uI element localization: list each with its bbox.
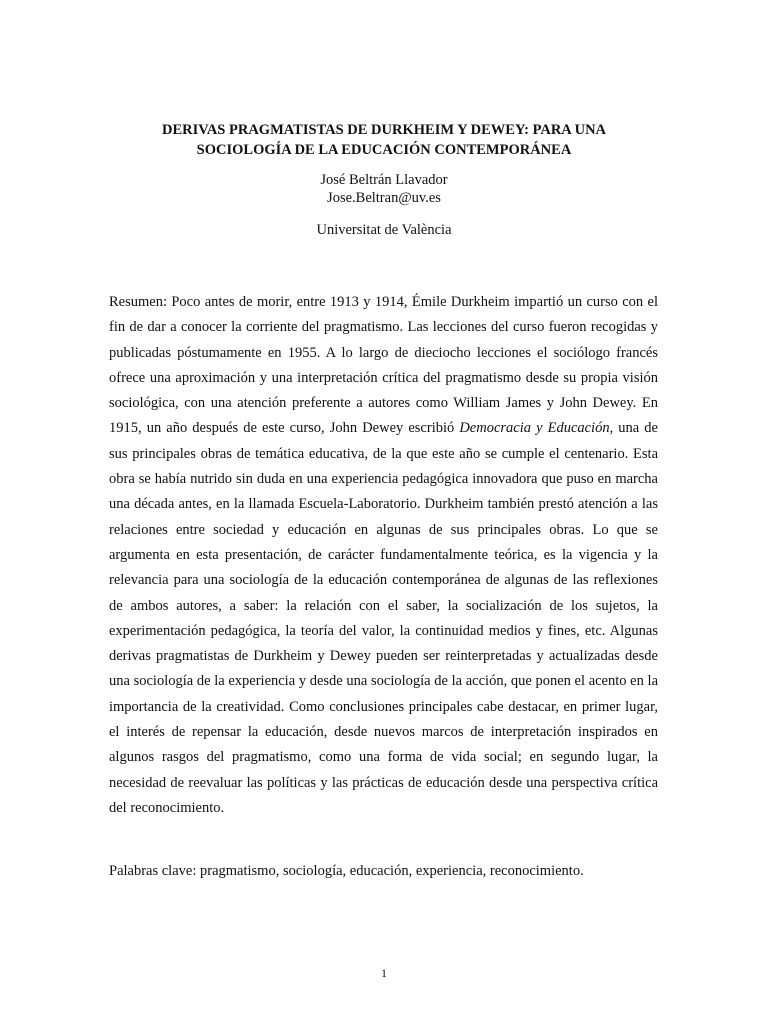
abstract-paragraph: [109, 290, 658, 821]
author-affiliation: Universitat de València: [316, 222, 452, 238]
author-block: [0, 171, 768, 207]
paper-title-line-2: SOCIOLOGÍA DE LA EDUCACIÓN CONTEMPORÁNEA: [196, 142, 572, 158]
abstract-text-part-2: , una de sus principales obras de temática educativa, de la que este año se cumple el centenario. Esta obra se había nutrido sin duda en una experiencia pedagógica innovadora que puso en marcha una década antes, en la llamada Escuela-Laboratorio. Durkheim también prestó atención a las relaciones entre sociedad y educación en algunas de sus principales obras. Lo que se argumenta en esta presentación, de carácter fundamentalmente teórica, es la vigencia y la relevancia para una sociología de la educación contemporánea de algunas de las reflexiones de ambos autores, a saber: la relación con el saber, la socialización de los sujetos, la experimentación pedagógica, la teoría del valor, la continuidad medios y fines, etc. Algunas derivas pragmatistas de Durkheim y Dewey pueden ser reinterpretadas y actualizadas desde una sociología de la experiencia y desde una sociología de la acción, que ponen el acento en la importancia de la creatividad. Como conclusiones principales cabe destacar, en primer lugar, el interés de repensar la educación, desde nuevos marcos de interpretación inspirados en algunos rasgos del pragmatismo, como una forma de vida social; en segundo lugar, la necesidad de reevaluar las políticas y las prácticas de educación desde una perspectiva crítica del reconocimiento.: [109, 420, 658, 816]
abstract-text-part-1: Resumen: Poco antes de morir, entre 1913 y 1914, Émile Durkheim impartió un curso con el fin de dar a conocer la corriente del pragmatismo. Las lecciones del curso fueron recogidas y publicadas póstumamente en 1955. A lo largo de dieciocho lecciones el sociólogo francés ofrece una aproximación y una interpretación crítica del pragmatismo desde su propia visión sociológica, con una atención preferente a autores como William James y John Dewey. En 1915, un año después de este curso, John Dewey escribió: [109, 294, 658, 437]
paper-title-line-1: DERIVAS PRAGMATISTAS DE DURKHEIM Y DEWEY: PARA UNA: [161, 122, 607, 138]
keywords-line: Palabras clave: pragmatismo, sociología, educación, experiencia, reconocimiento.: [109, 863, 584, 879]
abstract-book-title: Democracia y Educación: [459, 420, 610, 437]
author-email: Jose.Beltran@uv.es: [327, 190, 441, 206]
page-number: 1: [381, 966, 387, 980]
author-name: José Beltrán Llavador: [320, 172, 448, 188]
paper-title: [0, 120, 768, 160]
